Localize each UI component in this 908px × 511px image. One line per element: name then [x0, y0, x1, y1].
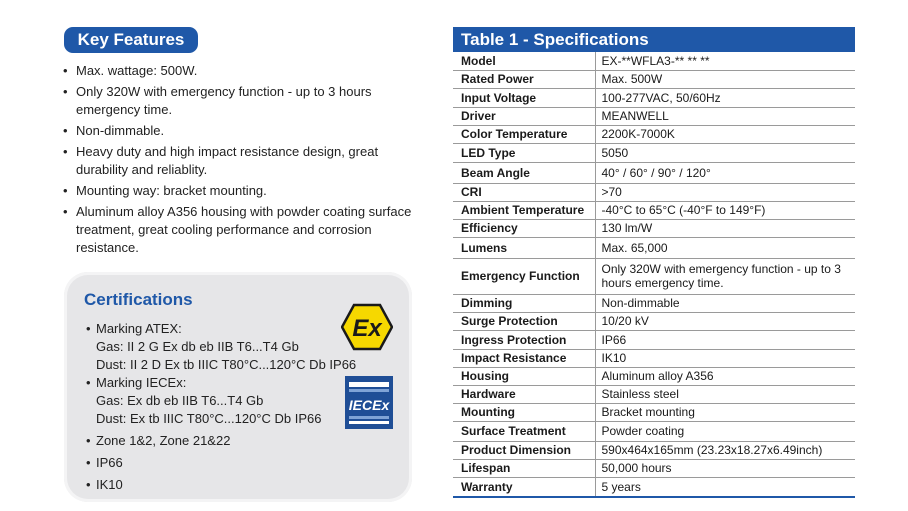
specifications-title: Table 1 - Specifications — [453, 27, 855, 52]
spec-row — [453, 201, 855, 219]
feature-item: • Heavy duty and high impact resistance design, great durability and reliablity. — [62, 143, 422, 179]
spec-key: Warranty — [453, 477, 595, 497]
spec-value: Max. 65,000 — [595, 237, 855, 258]
zone-item: • Zone 1&2, Zone 21&22 — [86, 432, 406, 450]
iecex-logo-icon — [345, 376, 393, 429]
spec-key: Color Temperature — [453, 125, 595, 143]
atex-gas-line: Gas: II 2 G Ex db eb IIB T6...T4 Gb — [96, 339, 299, 354]
spec-key: LED Type — [453, 143, 595, 162]
spec-row — [453, 349, 855, 367]
spec-row — [453, 477, 855, 497]
iecex-marking-label: • Marking IECEx: — [86, 374, 406, 392]
spec-key: Lifespan — [453, 459, 595, 477]
spec-value: -40°C to 65°C (-40°F to 149°F) — [595, 201, 855, 219]
spec-value: 10/20 kV — [595, 312, 855, 330]
spec-row — [453, 403, 855, 421]
spec-value: >70 — [595, 183, 855, 201]
spec-value: IP66 — [595, 330, 855, 349]
spec-key: Surge Protection — [453, 312, 595, 330]
spec-key: Surface Treatment — [453, 421, 595, 441]
spec-value: 5050 — [595, 143, 855, 162]
spec-row — [453, 52, 855, 70]
spec-row — [453, 70, 855, 88]
spec-value: Stainless steel — [595, 385, 855, 403]
iecex-dust-line: Dust: Ex tb IIIC T80°C...120°C Db IP66 — [96, 411, 322, 426]
spec-row — [453, 107, 855, 125]
spec-row — [453, 294, 855, 312]
spec-row — [453, 367, 855, 385]
key-features-list — [62, 62, 422, 260]
spec-value: 590x464x165mm (23.23x18.27x6.49inch) — [595, 441, 855, 459]
spec-value: 40° / 60° / 90° / 120° — [595, 162, 855, 183]
spec-row — [453, 143, 855, 162]
spec-value: 50,000 hours — [595, 459, 855, 477]
spec-key: Housing — [453, 367, 595, 385]
spec-key: Product Dimension — [453, 441, 595, 459]
feature-item: • Max. wattage: 500W. — [62, 62, 422, 80]
spec-row — [453, 88, 855, 107]
spec-value: MEANWELL — [595, 107, 855, 125]
spec-row — [453, 258, 855, 294]
spec-key: Ingress Protection — [453, 330, 595, 349]
spec-value: EX-**WFLA3-** ** ** — [595, 52, 855, 70]
atex-marking-label: • Marking ATEX: — [86, 320, 406, 338]
atex-logo-text: Ex — [352, 315, 382, 342]
spec-row — [453, 162, 855, 183]
spec-row — [453, 312, 855, 330]
spec-value: 130 lm/W — [595, 219, 855, 237]
spec-value: Aluminum alloy A356 — [595, 367, 855, 385]
spec-key: Emergency Function — [453, 258, 595, 294]
specifications-table — [453, 52, 855, 498]
feature-item: • Non-dimmable. — [62, 122, 422, 140]
spec-key: CRI — [453, 183, 595, 201]
spec-value: Non-dimmable — [595, 294, 855, 312]
spec-key: Mounting — [453, 403, 595, 421]
key-features-title: Key Features — [64, 27, 198, 53]
spec-key: Lumens — [453, 237, 595, 258]
feature-item: • Mounting way: bracket mounting. — [62, 182, 422, 200]
spec-row — [453, 183, 855, 201]
spec-key: Rated Power — [453, 70, 595, 88]
spec-value: Powder coating — [595, 421, 855, 441]
spec-row — [453, 330, 855, 349]
spec-key: Efficiency — [453, 219, 595, 237]
spec-value: 2200K-7000K — [595, 125, 855, 143]
spec-key: Driver — [453, 107, 595, 125]
spec-key: Dimming — [453, 294, 595, 312]
spec-value: IK10 — [595, 349, 855, 367]
spec-key: Input Voltage — [453, 88, 595, 107]
spec-row — [453, 385, 855, 403]
spec-key: Impact Resistance — [453, 349, 595, 367]
spec-value: Only 320W with emergency function - up to 3 hours emergency time. — [595, 258, 855, 294]
specifications-body — [453, 52, 855, 497]
spec-value: 5 years — [595, 477, 855, 497]
ik-item: • IK10 — [86, 476, 406, 494]
feature-item: • Only 320W with emergency function - up to 3 hours emergency time. — [62, 83, 422, 119]
spec-key: Model — [461, 53, 496, 68]
atex-ex-hexagon-icon — [341, 303, 393, 351]
spec-row — [453, 125, 855, 143]
iecex-gas-line: Gas: Ex db eb IIB T6...T4 Gb — [96, 393, 264, 408]
atex-dust-line: Dust: II 2 D Ex tb IIIC T80°C...120°C Db IP66 — [96, 357, 357, 372]
certifications-title: Certifications — [84, 290, 193, 309]
spec-row — [453, 219, 855, 237]
spec-key: Ambient Temperature — [453, 201, 595, 219]
spec-row — [453, 421, 855, 441]
spec-value: 100-277VAC, 50/60Hz — [595, 88, 855, 107]
iecex-logo-text: IECEx — [348, 397, 390, 413]
ip-item: • IP66 — [86, 454, 406, 472]
spec-value: Max. 500W — [595, 70, 855, 88]
spec-key: Hardware — [453, 385, 595, 403]
spec-key: Beam Angle — [453, 162, 595, 183]
feature-item: • Aluminum alloy A356 housing with powder coating surface treatment, great cooling performance and corrosion resistance. — [62, 203, 422, 257]
spec-value: Bracket mounting — [595, 403, 855, 421]
spec-row — [453, 441, 855, 459]
spec-row — [453, 237, 855, 258]
spec-row — [453, 459, 855, 477]
